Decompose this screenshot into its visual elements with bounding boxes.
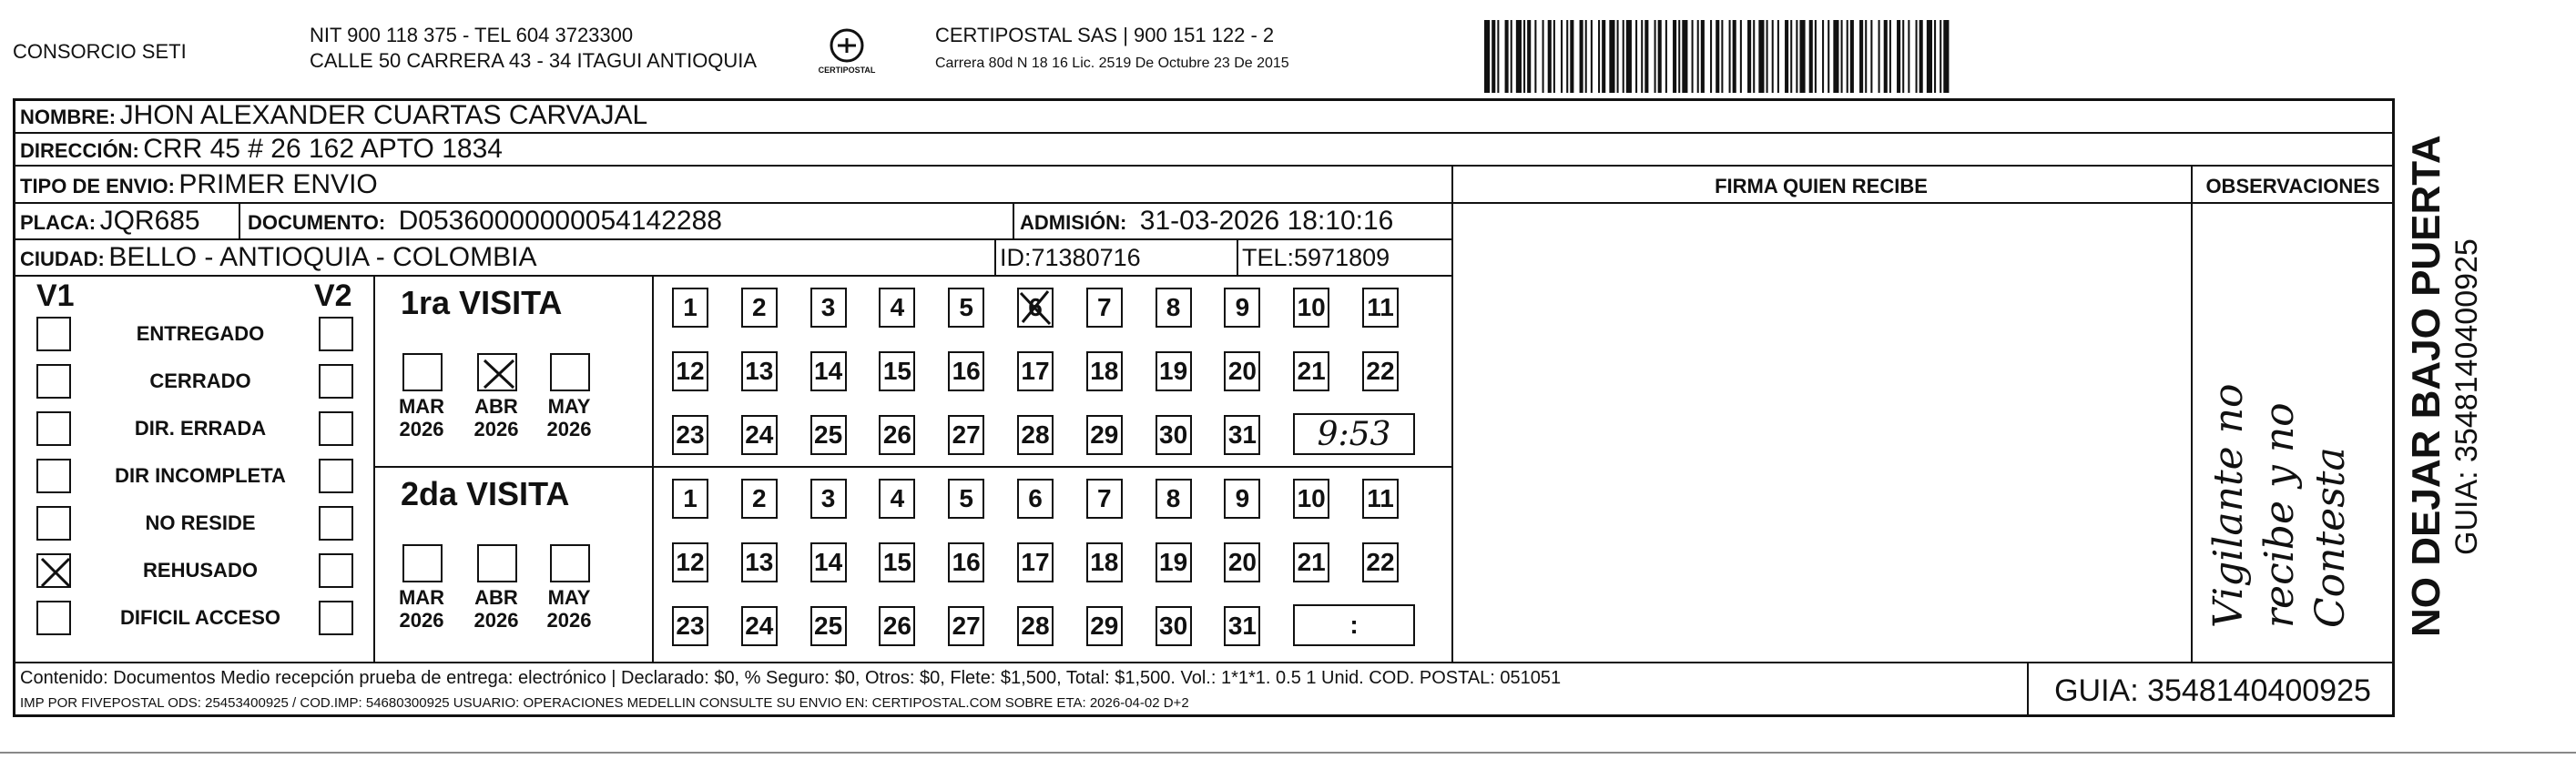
day-box[interactable]: 1 bbox=[672, 479, 708, 519]
month-checkbox-mar[interactable] bbox=[402, 353, 443, 391]
day-box[interactable]: 30 bbox=[1156, 415, 1192, 455]
barcode-bar bbox=[1859, 20, 1863, 93]
documento-label: DOCUMENTO: bbox=[248, 211, 386, 234]
barcode-bar bbox=[1919, 20, 1923, 93]
month-checkbox-abr[interactable] bbox=[477, 353, 517, 391]
cell-divider bbox=[1237, 238, 1238, 275]
day-box[interactable]: 30 bbox=[1156, 606, 1192, 646]
barcode-bar bbox=[1561, 20, 1563, 93]
barcode-bar bbox=[1710, 20, 1712, 93]
visit1-time[interactable]: 9:53 bbox=[1293, 413, 1415, 455]
barcode-bar bbox=[1701, 20, 1705, 93]
barcode-bar bbox=[1721, 20, 1723, 93]
day-box[interactable]: 12 bbox=[672, 542, 708, 582]
barcode-bar bbox=[1641, 20, 1643, 93]
admision-cell bbox=[1020, 206, 1393, 237]
certipostal-line: CERTIPOSTAL SAS | 900 151 122 - 2 bbox=[935, 24, 1275, 46]
section-divider bbox=[373, 275, 375, 662]
day-box[interactable]: 5 bbox=[948, 288, 984, 328]
day-box[interactable]: 27 bbox=[948, 606, 984, 646]
barcode-bar bbox=[1623, 20, 1624, 93]
side-guia: GUIA: 3548140400925 bbox=[2449, 238, 2484, 555]
barcode-bar bbox=[1617, 20, 1619, 93]
day-box[interactable]: 26 bbox=[879, 415, 915, 455]
admision-label: ADMISIÓN: bbox=[1020, 211, 1127, 234]
barcode-bar bbox=[1566, 20, 1568, 93]
barcode-bar bbox=[1511, 20, 1512, 93]
month-checkbox-may[interactable] bbox=[550, 353, 590, 391]
status-label: CERRADO bbox=[149, 369, 251, 392]
barcode-bar bbox=[1850, 20, 1854, 93]
month-label: MAR 2026 bbox=[398, 395, 445, 440]
ciudad-value: BELLO - ANTIOQUIA - COLOMBIA bbox=[108, 242, 537, 272]
barcode-bar bbox=[1889, 20, 1891, 93]
direccion-label: DIRECCIÓN: bbox=[20, 139, 139, 162]
day-box[interactable]: 24 bbox=[741, 415, 778, 455]
row-divider bbox=[13, 275, 1451, 277]
ciudad-label: CIUDAD: bbox=[20, 248, 105, 270]
direccion-value: CRR 45 # 26 162 APTO 1834 bbox=[143, 134, 503, 164]
barcode-bar bbox=[1626, 20, 1632, 93]
day-box[interactable]: 8 bbox=[1156, 479, 1192, 519]
day-box[interactable]: 4 bbox=[879, 288, 915, 328]
direccion-row bbox=[20, 134, 503, 165]
day-box[interactable]: 23 bbox=[672, 606, 708, 646]
barcode-bar bbox=[1934, 20, 1936, 93]
barcode-bar bbox=[1767, 20, 1768, 93]
barcode-bar bbox=[1548, 20, 1552, 93]
v1-checkbox[interactable] bbox=[36, 411, 71, 446]
day-box[interactable]: 28 bbox=[1017, 415, 1054, 455]
footer-divider bbox=[13, 662, 2395, 663]
barcode-bar bbox=[1516, 20, 1522, 93]
day-box[interactable]: 13 bbox=[741, 351, 778, 391]
firma-header: FIRMA QUIEN RECIBE bbox=[1715, 175, 1928, 197]
day-box[interactable]: 1 bbox=[672, 288, 708, 328]
month-label: MAR 2026 bbox=[398, 586, 445, 632]
row-divider bbox=[13, 238, 1451, 240]
barcode-bar bbox=[1927, 20, 1932, 93]
month-label: MAY 2026 bbox=[546, 586, 592, 632]
company-name: CONSORCIO SETI bbox=[13, 40, 187, 63]
barcode-bar bbox=[1747, 20, 1751, 93]
footer-imp: IMP POR FIVEPOSTAL ODS: 25453400925 / COD.IMP: 54680300925 USUARIO: OPERACIONES MEDELLIN CONSULTE SU ENVIO EN: CERTIPOSTAL.COM SOBRE ETA: 2026-04-02 D+2 bbox=[20, 695, 1189, 711]
barcode-bar bbox=[1658, 20, 1662, 93]
barcode-bar bbox=[1865, 20, 1867, 93]
day-box[interactable]: 8 bbox=[1156, 288, 1192, 328]
barcode-bar bbox=[1602, 20, 1605, 93]
nit-line: NIT 900 118 375 - TEL 604 3723300 bbox=[310, 24, 634, 46]
barcode-bar bbox=[1733, 20, 1736, 93]
day-box[interactable]: 14 bbox=[810, 351, 847, 391]
license-line: Carrera 80d N 18 16 Lic. 2519 De Octubre 23 De 2015 bbox=[935, 56, 1289, 71]
day-box[interactable]: 22 bbox=[1362, 351, 1399, 391]
barcode-bar bbox=[1505, 20, 1509, 93]
day-box[interactable]: 29 bbox=[1086, 606, 1123, 646]
month-label: ABR 2026 bbox=[473, 395, 519, 440]
day-box[interactable]: 6 bbox=[1017, 288, 1054, 328]
day-box[interactable]: 5 bbox=[948, 479, 984, 519]
day-box[interactable]: 19 bbox=[1156, 542, 1192, 582]
barcode-bar bbox=[1777, 20, 1779, 93]
nombre-value: JHON ALEXANDER CUARTAS CARVAJAL bbox=[119, 100, 648, 130]
month-checkbox-mar[interactable] bbox=[402, 544, 443, 582]
barcode-bar bbox=[1841, 20, 1843, 93]
nombre-row bbox=[20, 100, 647, 131]
placa-value: JQR685 bbox=[99, 206, 200, 236]
barcode-bar bbox=[1772, 20, 1774, 93]
address-line: CALLE 50 CARRERA 43 - 34 ITAGUI ANTIOQUIA bbox=[310, 49, 758, 72]
barcode-bar bbox=[1809, 20, 1813, 93]
visit-divider bbox=[373, 466, 1451, 468]
barcode-bar bbox=[1828, 20, 1829, 93]
barcode-bar bbox=[1908, 20, 1909, 93]
barcode-bar bbox=[1585, 20, 1587, 93]
barcode-bar bbox=[1655, 20, 1656, 93]
barcode-bar bbox=[1527, 20, 1531, 93]
v2-checkbox[interactable] bbox=[319, 364, 353, 399]
day-box[interactable]: 22 bbox=[1362, 542, 1399, 582]
barcode-bar bbox=[1534, 20, 1536, 93]
v1-checkbox[interactable] bbox=[36, 317, 71, 351]
cell-divider bbox=[1013, 202, 1014, 238]
day-box[interactable]: 3 bbox=[810, 479, 847, 519]
v1-label: V1 bbox=[36, 278, 75, 313]
footer-contenido: Contenido: Documentos Medio recepción prueba de entrega: electrónico | Declarado: $0, % Seguro: $0, Otros: $0, Flete: $1,500, Total: $1,500. Vol.: 1*1*1. 0.5 1 Unid. COD. POSTAL: 051051 bbox=[20, 668, 1562, 688]
documento-value: D05360000000054142288 bbox=[398, 206, 722, 236]
day-box[interactable]: 6 bbox=[1017, 479, 1054, 519]
day-box[interactable]: 28 bbox=[1017, 606, 1054, 646]
barcode-bar bbox=[1497, 20, 1499, 93]
barcode-bar bbox=[1758, 20, 1764, 93]
ciudad-cell bbox=[20, 242, 536, 273]
day-box[interactable]: 4 bbox=[879, 479, 915, 519]
day-box[interactable]: 20 bbox=[1224, 351, 1260, 391]
admision-value: 31-03-2026 18:10:16 bbox=[1139, 206, 1394, 236]
handwritten-line: recibe y no bbox=[2256, 402, 2303, 628]
month-label: MAY 2026 bbox=[546, 395, 592, 440]
day-box[interactable]: 9 bbox=[1224, 288, 1260, 328]
day-box[interactable]: 15 bbox=[879, 351, 915, 391]
tel-value: TEL:5971809 bbox=[1242, 244, 1390, 271]
day-box[interactable]: 18 bbox=[1086, 351, 1123, 391]
barcode-bar bbox=[1916, 20, 1918, 93]
day-box[interactable]: 2 bbox=[741, 288, 778, 328]
page-edge bbox=[0, 752, 2576, 754]
barcode-bar bbox=[1484, 20, 1490, 93]
day-box[interactable]: 15 bbox=[879, 542, 915, 582]
barcode-bar bbox=[1553, 20, 1555, 93]
v1-checkbox[interactable] bbox=[36, 601, 71, 635]
v1-checkbox[interactable] bbox=[36, 364, 71, 399]
day-box[interactable]: 17 bbox=[1017, 542, 1054, 582]
day-box[interactable]: 27 bbox=[948, 415, 984, 455]
day-box[interactable]: 7 bbox=[1086, 288, 1123, 328]
handwritten-line: Contesta bbox=[2307, 447, 2354, 628]
observaciones-header: OBSERVACIONES bbox=[2205, 175, 2380, 197]
handwritten-line: Vigilante no bbox=[2205, 383, 2252, 628]
day-box[interactable]: 16 bbox=[948, 351, 984, 391]
day-box[interactable]: 16 bbox=[948, 542, 984, 582]
day-box[interactable]: 20 bbox=[1224, 542, 1260, 582]
barcode-bar bbox=[1815, 20, 1817, 93]
row-divider bbox=[13, 202, 2395, 204]
documento-cell bbox=[248, 206, 722, 237]
barcode-bar bbox=[1796, 20, 1797, 93]
day-box[interactable]: 11 bbox=[1362, 479, 1399, 519]
v2-checkbox[interactable] bbox=[319, 601, 353, 635]
barcode-bar bbox=[1943, 20, 1949, 93]
day-box[interactable]: 21 bbox=[1293, 351, 1329, 391]
footer-cell-divider bbox=[2027, 662, 2029, 717]
certipostal-logo bbox=[815, 25, 879, 78]
v2-checkbox[interactable] bbox=[319, 459, 353, 493]
tipo-label: TIPO DE ENVIO: bbox=[20, 175, 175, 197]
status-label: ENTREGADO bbox=[136, 322, 265, 345]
barcode-bar bbox=[1682, 20, 1687, 93]
barcode-bar bbox=[1822, 20, 1824, 93]
cell-divider bbox=[239, 202, 240, 238]
visit1-title: 1ra VISITA bbox=[401, 284, 563, 321]
month-label: ABR 2026 bbox=[473, 586, 519, 632]
day-box[interactable]: 10 bbox=[1293, 479, 1329, 519]
month-checkbox-may[interactable] bbox=[550, 544, 590, 582]
barcode-bar bbox=[1753, 20, 1755, 93]
barcode-bar bbox=[1598, 20, 1600, 93]
cell-divider bbox=[994, 238, 996, 275]
id-value: ID:71380716 bbox=[1000, 244, 1141, 271]
column-divider bbox=[1451, 165, 1453, 662]
day-box[interactable]: 26 bbox=[879, 606, 915, 646]
v1-checkbox[interactable] bbox=[36, 553, 71, 588]
barcode-bar bbox=[1940, 20, 1941, 93]
v1-checkbox[interactable] bbox=[36, 459, 71, 493]
day-box[interactable]: 18 bbox=[1086, 542, 1123, 582]
v2-label: V2 bbox=[314, 278, 352, 313]
section-divider bbox=[652, 275, 654, 662]
barcode-bar bbox=[1870, 20, 1872, 93]
barcode-bar bbox=[1697, 20, 1699, 93]
barcode-bar bbox=[1580, 20, 1583, 93]
barcode-bar bbox=[1716, 20, 1719, 93]
day-box[interactable]: 12 bbox=[672, 351, 708, 391]
visit2-time[interactable]: : bbox=[1293, 604, 1415, 646]
barcode-bar bbox=[1635, 20, 1637, 93]
barcode-bar bbox=[1644, 20, 1648, 93]
barcode-bar bbox=[1897, 20, 1900, 93]
month-checkbox-abr[interactable] bbox=[477, 544, 517, 582]
row-divider bbox=[13, 165, 2395, 167]
observation-handwriting bbox=[2204, 246, 2357, 628]
day-box[interactable]: 31 bbox=[1224, 415, 1260, 455]
column-divider bbox=[2191, 165, 2193, 662]
v2-checkbox[interactable] bbox=[319, 506, 353, 541]
v1-checkbox[interactable] bbox=[36, 506, 71, 541]
barcode-bar bbox=[1492, 20, 1495, 93]
barcode-bar bbox=[1740, 20, 1742, 93]
barcode-bar bbox=[1591, 20, 1593, 93]
barcode-bar bbox=[1729, 20, 1731, 93]
day-box[interactable]: 23 bbox=[672, 415, 708, 455]
footer-guia: GUIA: 3548140400925 bbox=[2054, 673, 2371, 708]
day-box[interactable]: 24 bbox=[741, 606, 778, 646]
barcode-bar bbox=[1902, 20, 1904, 93]
barcode-bar bbox=[1799, 20, 1805, 93]
placa-cell bbox=[20, 206, 200, 237]
barcode-bar bbox=[1665, 20, 1667, 93]
barcode-bar bbox=[1692, 20, 1694, 93]
status-label: REHUSADO bbox=[143, 559, 258, 582]
tipo-row bbox=[20, 169, 378, 200]
day-box[interactable]: 14 bbox=[810, 542, 847, 582]
day-box[interactable]: 31 bbox=[1224, 606, 1260, 646]
barcode bbox=[1484, 20, 2222, 93]
day-box[interactable]: 29 bbox=[1086, 415, 1123, 455]
day-box[interactable]: 9 bbox=[1224, 479, 1260, 519]
barcode-bar bbox=[1790, 20, 1792, 93]
barcode-bar bbox=[1609, 20, 1614, 93]
nombre-label: NOMBRE: bbox=[20, 106, 117, 128]
status-label: DIR INCOMPLETA bbox=[115, 464, 286, 487]
day-box[interactable]: 21 bbox=[1293, 542, 1329, 582]
barcode-bar bbox=[1833, 20, 1838, 93]
logo-text: CERTIPOSTAL bbox=[818, 66, 876, 75]
no-dejar-warning: NO DEJAR BAJO PUERTA bbox=[2404, 135, 2449, 637]
placa-label: PLACA: bbox=[20, 211, 97, 234]
day-box[interactable]: 11 bbox=[1362, 288, 1399, 328]
status-label: DIR. ERRADA bbox=[134, 417, 267, 440]
v2-checkbox[interactable] bbox=[319, 317, 353, 351]
day-box[interactable]: 3 bbox=[810, 288, 847, 328]
barcode-bar bbox=[1543, 20, 1544, 93]
day-box[interactable]: 13 bbox=[741, 542, 778, 582]
status-label: DIFICIL ACCESO bbox=[119, 606, 280, 629]
day-box[interactable]: 7 bbox=[1086, 479, 1123, 519]
tipo-value: PRIMER ENVIO bbox=[178, 169, 378, 199]
barcode-bar bbox=[1879, 20, 1880, 93]
v2-checkbox[interactable] bbox=[319, 411, 353, 446]
visit2-title: 2da VISITA bbox=[401, 475, 570, 512]
day-box[interactable]: 25 bbox=[810, 415, 847, 455]
barcode-bar bbox=[1847, 20, 1848, 93]
v2-checkbox[interactable] bbox=[319, 553, 353, 588]
day-box[interactable]: 25 bbox=[810, 606, 847, 646]
day-box[interactable]: 19 bbox=[1156, 351, 1192, 391]
day-box[interactable]: 10 bbox=[1293, 288, 1329, 328]
barcode-bar bbox=[1673, 20, 1676, 93]
barcode-bar bbox=[1570, 20, 1573, 93]
status-label: NO RESIDE bbox=[145, 511, 256, 534]
barcode-bar bbox=[1523, 20, 1525, 93]
barcode-bar bbox=[1785, 20, 1788, 93]
day-box[interactable]: 2 bbox=[741, 479, 778, 519]
day-box[interactable]: 17 bbox=[1017, 351, 1054, 391]
barcode-bar bbox=[1678, 20, 1680, 93]
barcode-bar bbox=[1884, 20, 1888, 93]
